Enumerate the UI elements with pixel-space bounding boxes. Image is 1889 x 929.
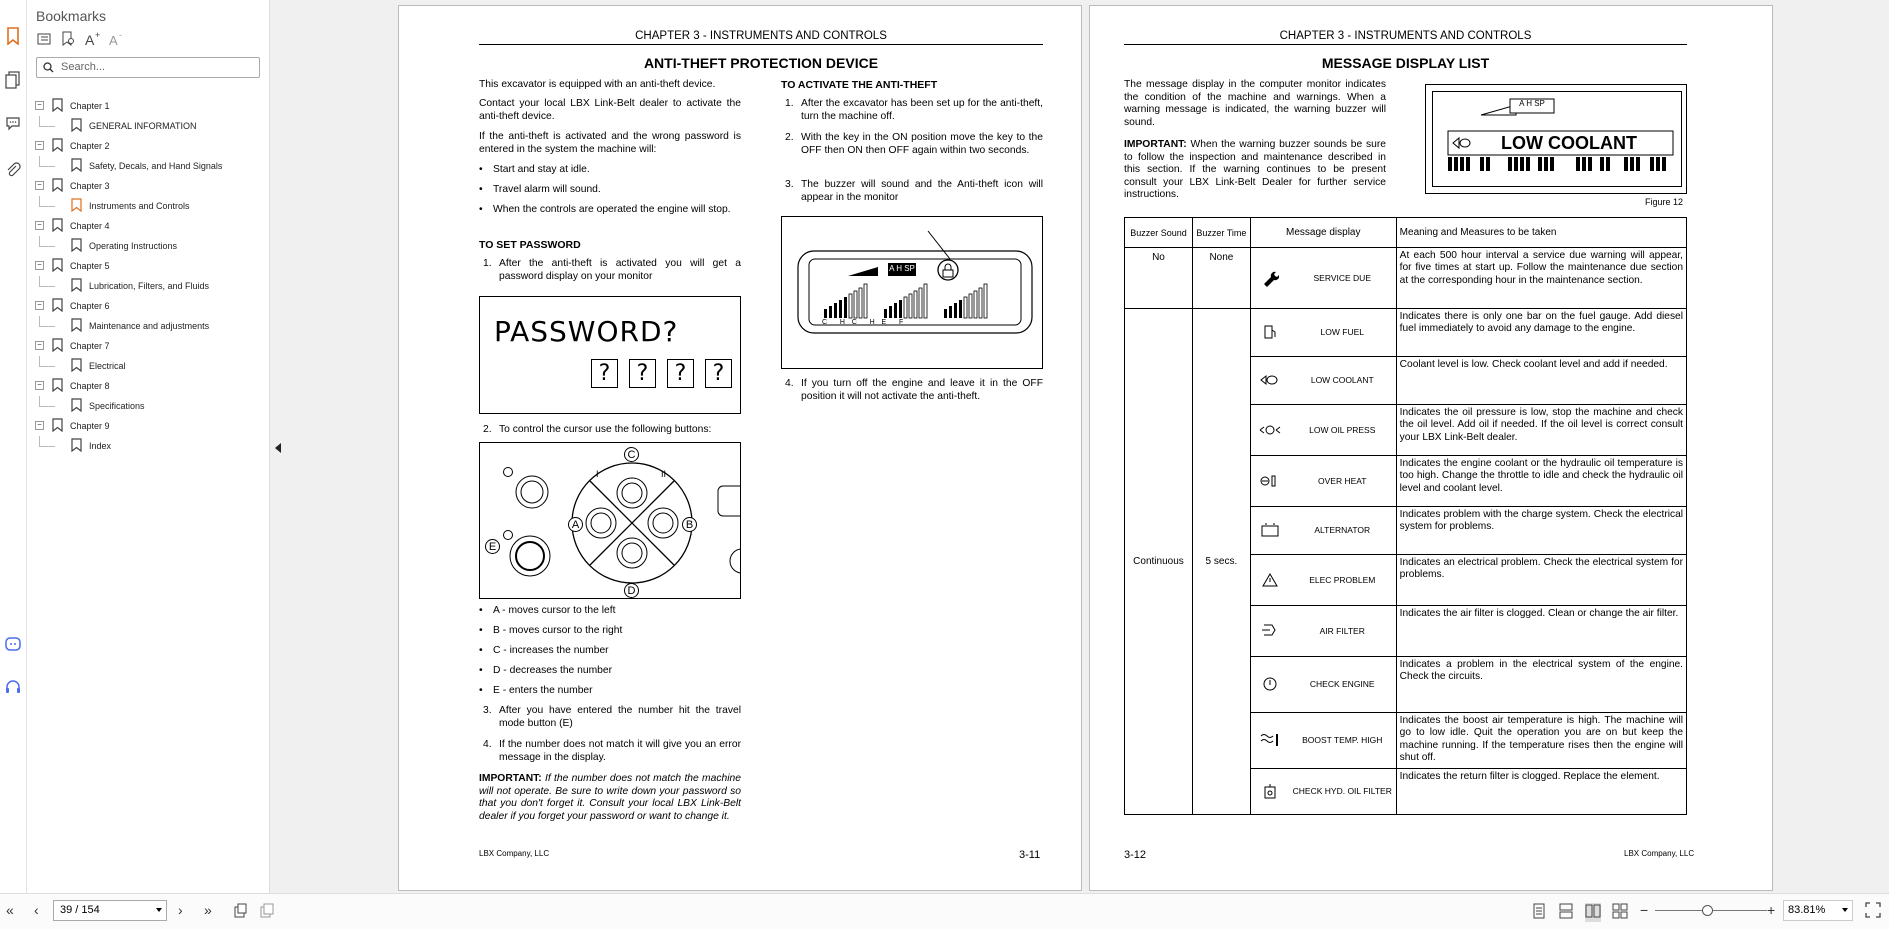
- bookmark-label: GENERAL INFORMATION: [89, 121, 197, 131]
- low-coolant-figure: [1425, 84, 1687, 194]
- message-label: CHECK HYD. OIL FILTER: [1292, 786, 1392, 796]
- bookmark-label: Specifications: [89, 401, 145, 411]
- continuous-view-icon[interactable]: [1558, 903, 1574, 922]
- boost-temp-icon: [1251, 732, 1289, 748]
- bookmark-label: Chapter 1: [70, 101, 110, 111]
- bookmark-icon: [52, 138, 63, 154]
- bookmark-section[interactable]: [27, 316, 270, 336]
- bookmark-section[interactable]: [27, 436, 270, 456]
- bullet-item: • C - increases the number: [479, 645, 741, 658]
- bookmark-chapter[interactable]: [27, 336, 270, 356]
- button-label-d: D: [624, 583, 639, 598]
- bullet-item: • B - moves cursor to the right: [479, 625, 741, 638]
- rotate-view-icon[interactable]: [232, 903, 248, 922]
- bookmark-search-icon[interactable]: [60, 31, 76, 47]
- search-icon: [43, 62, 54, 76]
- svg-text:+: +: [95, 31, 101, 40]
- bookmark-icon: [71, 278, 82, 294]
- chevron-down-icon: [156, 908, 162, 912]
- bookmark-chapter[interactable]: [27, 96, 270, 116]
- table-row: [1125, 309, 1687, 357]
- bookmark-label: Safety, Decals, and Hand Signals: [89, 161, 223, 171]
- overheat-icon: [1251, 474, 1289, 488]
- next-page-icon[interactable]: ›: [178, 902, 183, 918]
- svg-text:A: A: [85, 32, 95, 47]
- bookmark-label: Chapter 4: [70, 221, 110, 231]
- collapse-toggle-icon[interactable]: −: [35, 181, 44, 190]
- warning-triangle-icon: [1251, 573, 1289, 587]
- message-label: CHECK ENGINE: [1309, 679, 1375, 689]
- zoom-in-button[interactable]: +: [1767, 902, 1776, 918]
- bookmark-section[interactable]: [27, 276, 270, 296]
- meaning-cell: Indicates the oil pressure is low, stop the machine and check the oil level. Add oil if needed. If the oil level is correct consult your LBX Link-Belt dealer.: [1396, 405, 1686, 456]
- bookmark-icon: [52, 378, 63, 394]
- oil-pressure-icon: [1251, 423, 1289, 437]
- message-label: BOOST TEMP. HIGH: [1302, 735, 1383, 745]
- password-digit: ?: [667, 359, 694, 388]
- collapse-toggle-icon[interactable]: −: [35, 341, 44, 350]
- section-title: ANTI-THEFT PROTECTION DEVICE: [643, 55, 879, 71]
- bookmark-icon: [71, 398, 82, 414]
- bookmark-label: Operating Instructions: [89, 241, 178, 251]
- bookmark-label: Chapter 9: [70, 421, 110, 431]
- bookmark-icon: [52, 98, 63, 114]
- zoom-level-select[interactable]: 83.81%: [1783, 900, 1853, 921]
- intro-paragraph: If the anti-theft is activated and the wrong password is entered in the system the machine will:: [479, 131, 741, 155]
- panel-title: Bookmarks: [36, 8, 107, 24]
- fullscreen-icon[interactable]: [1865, 902, 1881, 921]
- numbered-step: 4. If the number does not match it will give you an error message in the display.: [483, 739, 741, 763]
- message-label: LOW OIL PRESS: [1309, 424, 1376, 435]
- assistant-icon[interactable]: [3, 634, 23, 654]
- password-digit: ?: [705, 359, 732, 388]
- meaning-cell: Indicates the return filter is clogged. Replace the element.: [1396, 769, 1686, 815]
- page-number-input[interactable]: 39 / 154: [53, 900, 167, 921]
- collapse-panel-icon[interactable]: [275, 443, 281, 453]
- subheading: TO ACTIVATE THE ANTI-THEFT: [781, 79, 938, 91]
- bookmark-chapter[interactable]: [27, 416, 270, 436]
- bookmark-icon: [52, 338, 63, 354]
- bookmark-label: Lubrication, Filters, and Fluids: [89, 281, 210, 291]
- prev-page-icon[interactable]: ‹: [34, 902, 39, 918]
- meaning-cell: Indicates there is only one bar on the fuel gauge. Add diesel fuel immediately to avoid any damage to the engine.: [1396, 309, 1686, 357]
- buzzer-sound-cell: Continuous: [1125, 309, 1193, 815]
- support-headset-icon[interactable]: [3, 677, 23, 697]
- bookmark-list-icon[interactable]: [36, 31, 52, 47]
- bookmark-chapter[interactable]: [27, 376, 270, 396]
- attachment-panel-icon[interactable]: [3, 160, 23, 180]
- two-page-view-icon[interactable]: [1585, 903, 1601, 922]
- subheading: TO SET PASSWORD: [479, 239, 581, 251]
- table-row: [1125, 248, 1687, 309]
- message-display-table: [1124, 217, 1687, 815]
- bookmark-label: Electrical: [89, 361, 126, 371]
- collapse-toggle-icon[interactable]: −: [35, 381, 44, 390]
- continuous-rows: [1125, 309, 1687, 815]
- low-coolant-text: LOW COOLANT: [1501, 133, 1637, 153]
- battery-icon: [1251, 523, 1289, 537]
- password-display-figure: [479, 296, 741, 414]
- comments-panel-icon[interactable]: [3, 113, 23, 133]
- important-note: IMPORTANT: If the number does not match the machine will not operate. Be sure to write down your password so that you don't forget it. Consult your local LBX Link-Belt dealer if you forget your password or want to change it.: [479, 773, 741, 822]
- two-page-copy-icon[interactable]: [259, 903, 275, 922]
- message-display-cell: [1250, 606, 1396, 657]
- meaning-cell: Indicates the air filter is clogged. Clean or change the air filter.: [1396, 606, 1686, 657]
- section-title: MESSAGE DISPLAY LIST: [1321, 55, 1490, 71]
- message-label: OVER HEAT: [1318, 475, 1367, 486]
- message-label: ALTERNATOR: [1314, 525, 1371, 535]
- page-footer: LBX Company, LLC: [479, 849, 550, 858]
- monitor-gauge-labels: C H C H E F: [822, 319, 905, 326]
- bookmark-section[interactable]: [27, 116, 270, 136]
- numbered-step: 4. If you turn off the engine and leave it in the OFF position it will not activate the anti-theft.: [785, 378, 1043, 402]
- bookmark-search-input[interactable]: Search...: [36, 57, 260, 78]
- wrench-icon: [1251, 269, 1289, 287]
- password-digit: ?: [591, 359, 618, 388]
- bookmark-chapter[interactable]: [27, 256, 270, 276]
- bookmark-icon: [71, 318, 82, 334]
- button-label-roman-2: II: [661, 469, 667, 479]
- meaning-cell: Indicates the engine coolant or the hydraulic oil temperature is too high. Change the throttle to idle and check the hydraulic oil level and coolant level.: [1396, 456, 1686, 507]
- message-label: LOW COOLANT: [1310, 375, 1374, 385]
- collapse-toggle-icon[interactable]: −: [35, 141, 44, 150]
- numbered-step: 3. After you have entered the number hit the travel mode button (E): [483, 705, 741, 729]
- bookmark-panel-icon[interactable]: [3, 26, 23, 46]
- zoom-out-button[interactable]: −: [1640, 902, 1649, 918]
- bullet-item: • When the controls are operated the engine will stop.: [479, 204, 741, 217]
- important-note: IMPORTANT: When the warning buzzer sounds be sure to follow the inspection and maintenance described in this section. If the warning continues to be present consult your LBX Link-Belt Dealer for further service instructions.: [1124, 139, 1386, 201]
- page-footer: LBX Company, LLC: [1624, 849, 1695, 858]
- font-increase-icon[interactable]: [84, 31, 100, 47]
- antitheft-monitor-figure: [781, 216, 1043, 369]
- first-page-icon[interactable]: «: [6, 902, 14, 918]
- bookmark-icon: [52, 258, 63, 274]
- pages-panel-icon[interactable]: [3, 70, 23, 90]
- message-display-cell: [1250, 405, 1396, 456]
- bullet-item: • D - decreases the number: [479, 665, 741, 678]
- chevron-down-icon: [1842, 908, 1848, 912]
- password-digit: ?: [629, 359, 656, 388]
- bookmark-chapter[interactable]: [27, 296, 270, 316]
- meaning-cell: Indicates problem with the charge system. Check the electrical system for problems.: [1396, 507, 1686, 555]
- button-label-c: C: [624, 447, 639, 462]
- bookmark-icon: [52, 178, 63, 194]
- bookmark-section[interactable]: [27, 156, 270, 176]
- zoom-slider[interactable]: [1655, 910, 1767, 911]
- meaning-cell: At each 500 hour interval a service due warning will appear, for five times at start up. Follow the maintenance due section at the corresponding hour in the maintenance section.: [1396, 248, 1686, 309]
- hydraulic-filter-icon: [1251, 783, 1289, 799]
- numbered-step: 1. After the anti-theft is activated you will get a password display on your monitor: [483, 258, 741, 282]
- meaning-cell: Indicates a problem in the electrical system of the engine. Check the circuits.: [1396, 657, 1686, 713]
- bookmark-chapter[interactable]: [27, 216, 270, 236]
- bullet-item: • Start and stay at idle.: [479, 164, 741, 177]
- message-display-cell: [1250, 555, 1396, 606]
- message-display-cell: [1250, 357, 1396, 405]
- message-display-cell: [1250, 657, 1396, 713]
- table-header-row: [1125, 218, 1687, 248]
- message-label: LOW FUEL: [1320, 327, 1364, 337]
- pdf-page-left: [398, 5, 1082, 891]
- message-display-cell: [1250, 309, 1396, 357]
- bullet-item: • A - moves cursor to the left: [479, 605, 741, 618]
- bookmark-label: Maintenance and adjustments: [89, 321, 210, 331]
- collapse-toggle-icon[interactable]: −: [35, 101, 44, 110]
- message-display-cell: [1250, 248, 1396, 309]
- bookmark-icon: [52, 418, 63, 434]
- control-pad-drawing: [480, 443, 741, 599]
- message-display-cell: [1250, 507, 1396, 555]
- monitor-badge: A H SP: [889, 264, 915, 273]
- intro-paragraph: Contact your local LBX Link-Belt dealer to activate the anti-theft device.: [479, 98, 741, 122]
- engine-check-icon: [1251, 676, 1289, 692]
- numbered-step: 3. The buzzer will sound and the Anti-theft icon will appear in the monitor: [785, 179, 1043, 203]
- bottom-toolbar: [0, 893, 1889, 929]
- bookmark-icon: [71, 118, 82, 134]
- bookmark-tree: [27, 96, 270, 456]
- numbered-step: 2. With the key in the ON position move the key to the OFF then ON then OFF again within two seconds.: [785, 132, 1043, 156]
- bookmark-label: Index: [89, 441, 112, 451]
- bookmark-icon: [71, 198, 82, 214]
- button-label-roman-1: I: [596, 469, 599, 479]
- page-number: 3-12: [1124, 849, 1147, 861]
- button-label-b: B: [682, 517, 697, 532]
- monitor-badge: A H SP: [1519, 99, 1545, 108]
- table-header: Buzzer Sound: [1125, 218, 1193, 248]
- message-label: AIR FILTER: [1319, 625, 1365, 636]
- collapse-toggle-icon[interactable]: −: [35, 421, 44, 430]
- monitor-drawing: [782, 217, 1043, 369]
- collapse-toggle-icon[interactable]: −: [35, 301, 44, 310]
- password-prompt: PASSWORD?: [494, 315, 679, 348]
- bookmark-section[interactable]: [27, 396, 270, 416]
- coolant-icon: [1251, 373, 1289, 387]
- bookmark-icon: [71, 158, 82, 174]
- button-label-e: E: [485, 539, 500, 554]
- bookmark-toolbar: [36, 31, 124, 47]
- meaning-cell: Indicates an electrical problem. Check the electrical system for problems.: [1396, 555, 1686, 606]
- message-display-cell: [1250, 713, 1396, 769]
- collapse-toggle-icon[interactable]: −: [35, 221, 44, 230]
- bookmark-section[interactable]: [27, 196, 270, 216]
- air-filter-icon: [1251, 623, 1289, 639]
- collapse-toggle-icon[interactable]: −: [35, 261, 44, 270]
- bookmark-icon: [71, 358, 82, 374]
- bullet-item: • Travel alarm will sound.: [479, 184, 741, 197]
- meaning-cell: Coolant level is low. Check coolant level and add if needed.: [1396, 357, 1686, 405]
- message-label: SERVICE DUE: [1313, 272, 1371, 283]
- bookmark-label: Chapter 7: [70, 341, 110, 351]
- buzzer-time-cell: 5 secs.: [1192, 309, 1250, 815]
- left-icon-rail: [0, 0, 27, 893]
- bookmark-section[interactable]: [27, 236, 270, 256]
- bookmark-label: Chapter 8: [70, 381, 110, 391]
- message-label: ELEC PROBLEM: [1309, 574, 1376, 585]
- table-header: Message display: [1250, 218, 1396, 248]
- table-header: Buzzer Time: [1192, 218, 1250, 248]
- last-page-icon[interactable]: »: [204, 902, 212, 918]
- meaning-cell: Indicates the boost air temperature is high. The machine will go to low idle. Quit the operation you are on but keep the machine running. If the temperature rises then the engine will shut off.: [1396, 713, 1686, 769]
- bookmark-icon: [71, 438, 82, 454]
- pdf-page-right: [1089, 5, 1773, 891]
- page-header: CHAPTER 3 - INSTRUMENTS AND CONTROLS: [479, 30, 1043, 45]
- zoom-slider-handle[interactable]: [1702, 905, 1713, 916]
- figure-caption: Figure 12: [1645, 197, 1684, 207]
- numbered-step: 1. After the excavator has been set up for the anti-theft, turn the machine off.: [785, 98, 1043, 122]
- control-buttons-figure: [479, 442, 741, 599]
- page-header: CHAPTER 3 - INSTRUMENTS AND CONTROLS: [1124, 30, 1687, 45]
- bullet-item: • E - enters the number: [479, 685, 741, 698]
- message-display-cell: [1250, 456, 1396, 507]
- bookmark-icon: [71, 238, 82, 254]
- bookmark-label: Chapter 2: [70, 141, 110, 151]
- fuel-pump-icon: [1251, 324, 1289, 340]
- svg-text:-: -: [119, 31, 122, 40]
- buzzer-time-cell: None: [1192, 248, 1250, 309]
- bookmark-icon: [52, 218, 63, 234]
- page-number: 3-11: [1019, 849, 1041, 861]
- bookmark-section[interactable]: [27, 356, 270, 376]
- single-page-view-icon[interactable]: [1531, 903, 1547, 922]
- message-display-cell: [1250, 769, 1396, 815]
- bookmark-label: Instruments and Controls: [89, 201, 190, 211]
- button-label-a: A: [568, 517, 583, 532]
- bookmarks-panel: [27, 0, 270, 893]
- bookmark-chapter[interactable]: [27, 136, 270, 156]
- svg-text:A: A: [109, 33, 118, 47]
- bookmark-label: Chapter 5: [70, 261, 110, 271]
- bookmark-label: Chapter 3: [70, 181, 110, 191]
- two-page-continuous-icon[interactable]: [1612, 903, 1628, 922]
- font-decrease-icon[interactable]: [108, 31, 124, 47]
- bookmark-icon: [52, 298, 63, 314]
- numbered-step: 2. To control the cursor use the following buttons:: [483, 424, 712, 435]
- intro-paragraph: This excavator is equipped with an anti-theft device.: [479, 79, 716, 90]
- buzzer-sound-cell: No: [1125, 248, 1193, 309]
- bookmark-chapter[interactable]: [27, 176, 270, 196]
- intro-paragraph: The message display in the computer monitor indicates the condition of the machine and warnings. When a warning message is indicated, the warning buzzer will sound.: [1124, 79, 1386, 128]
- bookmark-label: Chapter 6: [70, 301, 110, 311]
- table-header: Meaning and Measures to be taken: [1396, 218, 1686, 248]
